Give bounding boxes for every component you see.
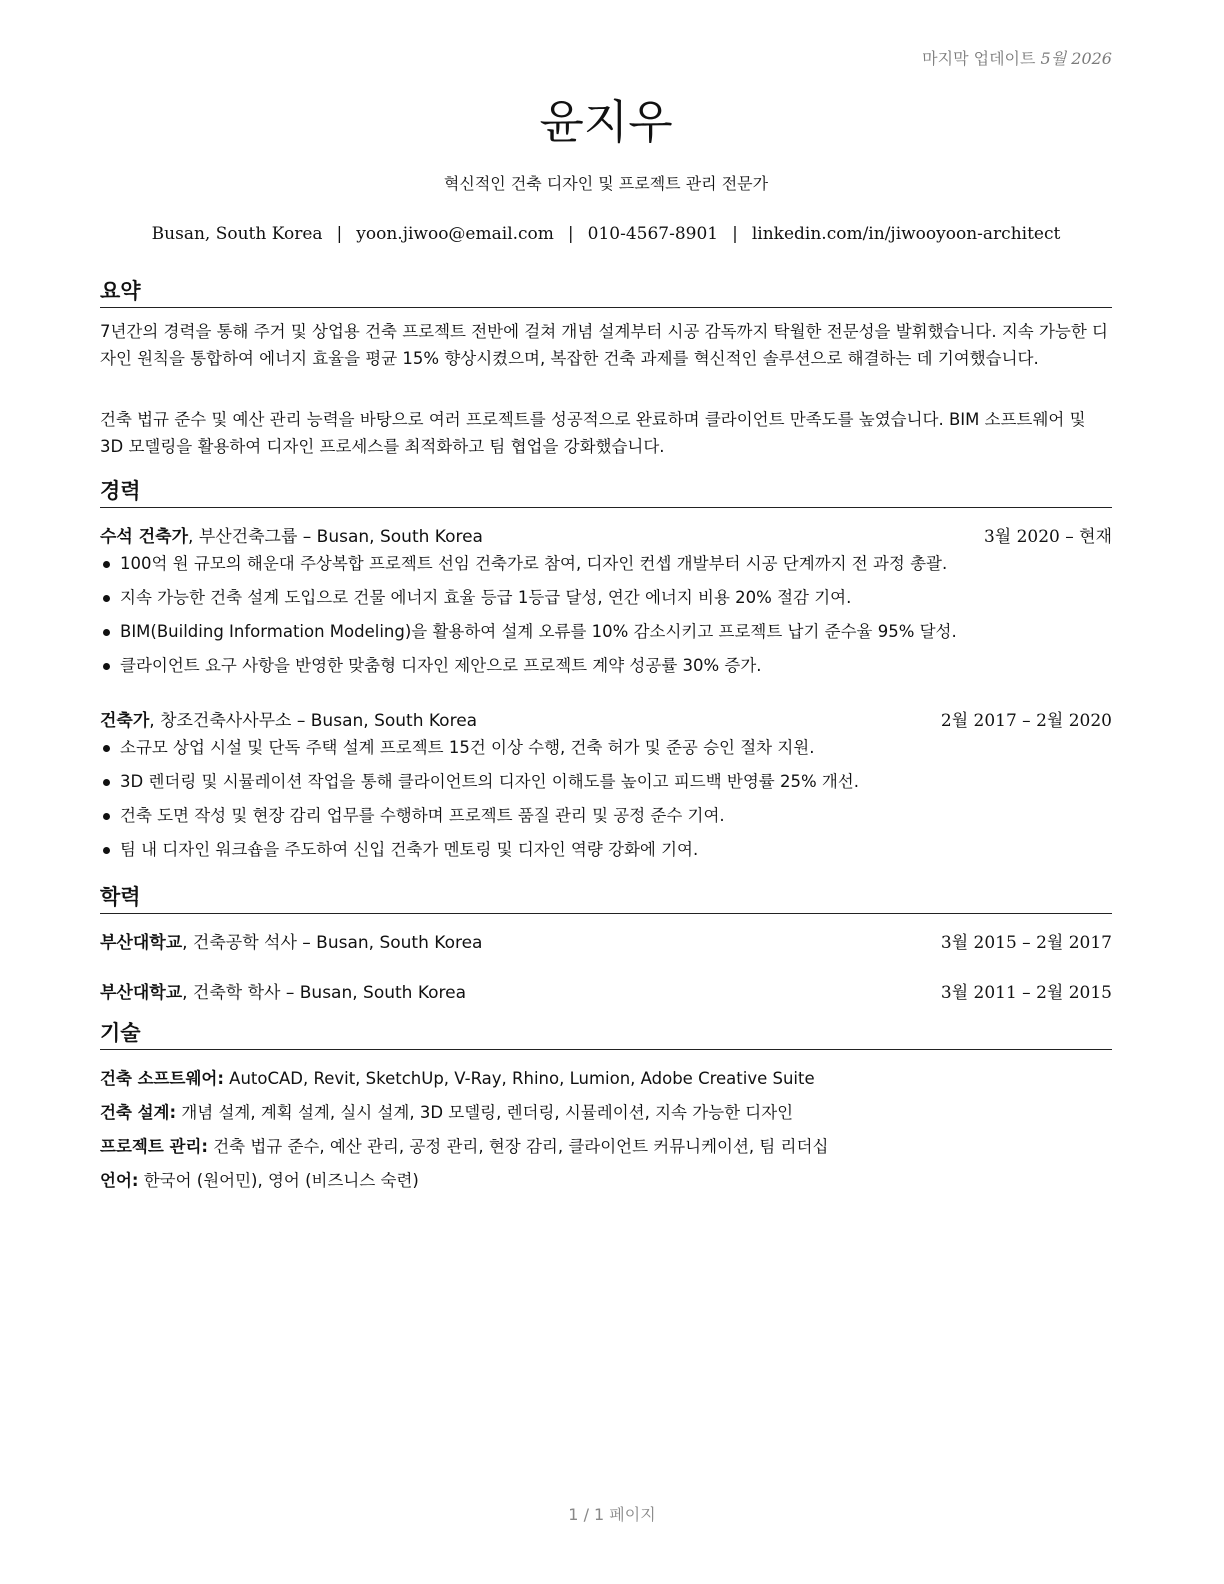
job-bullet: 팀 내 디자인 워크숍을 주도하여 신입 건축가 멘토링 및 디자인 역량 강화에 기여. — [100, 833, 1112, 867]
job-title: 수석 건축가 — [100, 527, 189, 547]
skill-label: 프로젝트 관리: — [100, 1137, 208, 1156]
contact-phone: 010-4567-8901 — [587, 224, 719, 244]
contact-separator: | — [567, 224, 574, 244]
last-updated — [922, 46, 1112, 69]
job-bullets — [100, 731, 1112, 867]
job-bullet: 건축 도면 작성 및 현장 감리 업무를 수행하며 프로젝트 품질 관리 및 공정 준수 기여. — [100, 799, 1112, 833]
education-dates: 3월 2015 – 2월 2017 — [940, 933, 1112, 953]
education-entry — [100, 978, 1112, 1003]
job-dates: 2월 2017 – 2월 2020 — [940, 711, 1112, 731]
contact-email[interactable]: yoon.jiwoo@email.com — [356, 224, 554, 244]
skill-line — [100, 1167, 1112, 1191]
degree-detail: , 건축학 학사 – Busan, South Korea — [182, 983, 467, 1003]
summary-paragraph: 건축 법규 준수 및 예산 관리 능력을 바탕으로 여러 프로젝트를 성공적으로 완료하며 클라이언트 만족도를 높였습니다. BIM 소프트웨어 및 3D 모델링을 활용하여 디자인 프로세스를 최적화하고 팀 협업을 강화했습니다. — [100, 410, 1086, 456]
summary-paragraph: 7년간의 경력을 통해 주거 및 상업용 건축 프로젝트 전반에 걸쳐 개념 설계부터 시공 감독까지 탁월한 전문성을 발휘했습니다. 지속 가능한 디자인 원칙을 통합하여 에너지 효율을 평균 15% 향상시켰으며, 복잡한 건축 과제를 혁신적인 솔루션으로 해결하는 데 기여했습니다. — [100, 322, 1108, 368]
job-org: , 부산건축그룹 – Busan, South Korea — [188, 527, 483, 547]
contact-separator: | — [732, 224, 738, 244]
job-header — [100, 706, 1112, 731]
skill-value: AutoCAD, Revit, SketchUp, V-Ray, Rhino, Lumion, Adobe Creative Suite — [223, 1069, 815, 1088]
school-name: 부산대학교 — [100, 933, 183, 953]
job-bullet: 100억 원 규모의 해운대 주상복합 프로젝트 선임 건축가로 참여, 디자인 컨셉 개발부터 시공 단계까지 전 과정 총괄. — [100, 547, 1112, 581]
section-title-summary: 요약 — [100, 275, 1112, 308]
job-bullet: 지속 가능한 건축 설계 도입으로 건물 에너지 효율 등급 1등급 달성, 연간 에너지 비용 20% 절감 기여. — [100, 581, 1112, 615]
skill-label: 건축 소프트웨어: — [100, 1069, 224, 1088]
tagline: 혁신적인 건축 디자인 및 프로젝트 관리 전문가 — [443, 174, 769, 193]
candidate-name: 윤지우 — [539, 95, 673, 149]
contact-linkedin[interactable]: linkedin.com/in/jiwooyoon-architect — [751, 224, 1061, 244]
skill-value: 개념 설계, 계획 설계, 실시 설계, 3D 모델링, 렌더링, 시뮬레이션, 지속 가능한 디자인 — [176, 1103, 794, 1122]
skill-line — [100, 1099, 1112, 1123]
contact-separator: | — [336, 224, 343, 244]
skill-value: 한국어 (원어민), 영어 (비즈니스 숙련) — [138, 1171, 419, 1190]
section-title-experience: 경력 — [100, 475, 1112, 508]
last-updated-prefix: 마지막 업데이트 — [922, 49, 1036, 68]
job-bullets — [100, 547, 1112, 683]
degree-detail: , 건축공학 석사 – Busan, South Korea — [182, 933, 483, 953]
skill-label: 언어: — [100, 1171, 139, 1190]
contact-location: Busan, South Korea — [151, 224, 323, 244]
job-header — [100, 522, 1112, 547]
job-bullet: 3D 렌더링 및 시뮬레이션 작업을 통해 클라이언트의 디자인 이해도를 높이고 피드백 반영률 25% 개선. — [100, 765, 1112, 799]
school-name: 부산대학교 — [100, 983, 183, 1003]
skill-label: 건축 설계: — [100, 1103, 177, 1122]
job-bullet: 클라이언트 요구 사항을 반영한 맞춤형 디자인 제안으로 프로젝트 계약 성공률 30% 증가. — [100, 649, 1112, 683]
education-entry — [100, 928, 1112, 953]
education-dates: 3월 2011 – 2월 2015 — [940, 983, 1112, 1003]
job-title: 건축가 — [100, 711, 150, 731]
job-dates: 3월 2020 – 현재 — [983, 527, 1112, 547]
skill-value: 건축 법규 준수, 예산 관리, 공정 관리, 현장 감리, 클라이언트 커뮤니케이션, 팀 리더십 — [207, 1137, 829, 1156]
page-indicator: 1 / 1 페이지 — [568, 1505, 656, 1524]
job-bullet: 소규모 상업 시설 및 단독 주택 설계 프로젝트 15건 이상 수행, 건축 허가 및 준공 승인 절차 지원. — [100, 731, 1112, 765]
job-org: , 창조건축사사무소 – Busan, South Korea — [149, 711, 478, 731]
contact-line — [100, 224, 1112, 244]
skill-line — [100, 1133, 1112, 1157]
skill-line — [100, 1065, 1112, 1089]
section-title-skills: 기술 — [100, 1017, 1112, 1050]
section-title-education: 학력 — [100, 881, 1112, 914]
job-bullet: BIM(Building Information Modeling)을 활용하여 설계 오류를 10% 감소시키고 프로젝트 납기 준수율 95% 달성. — [100, 615, 1112, 649]
last-updated-date: 5월 2026 — [1040, 49, 1112, 68]
